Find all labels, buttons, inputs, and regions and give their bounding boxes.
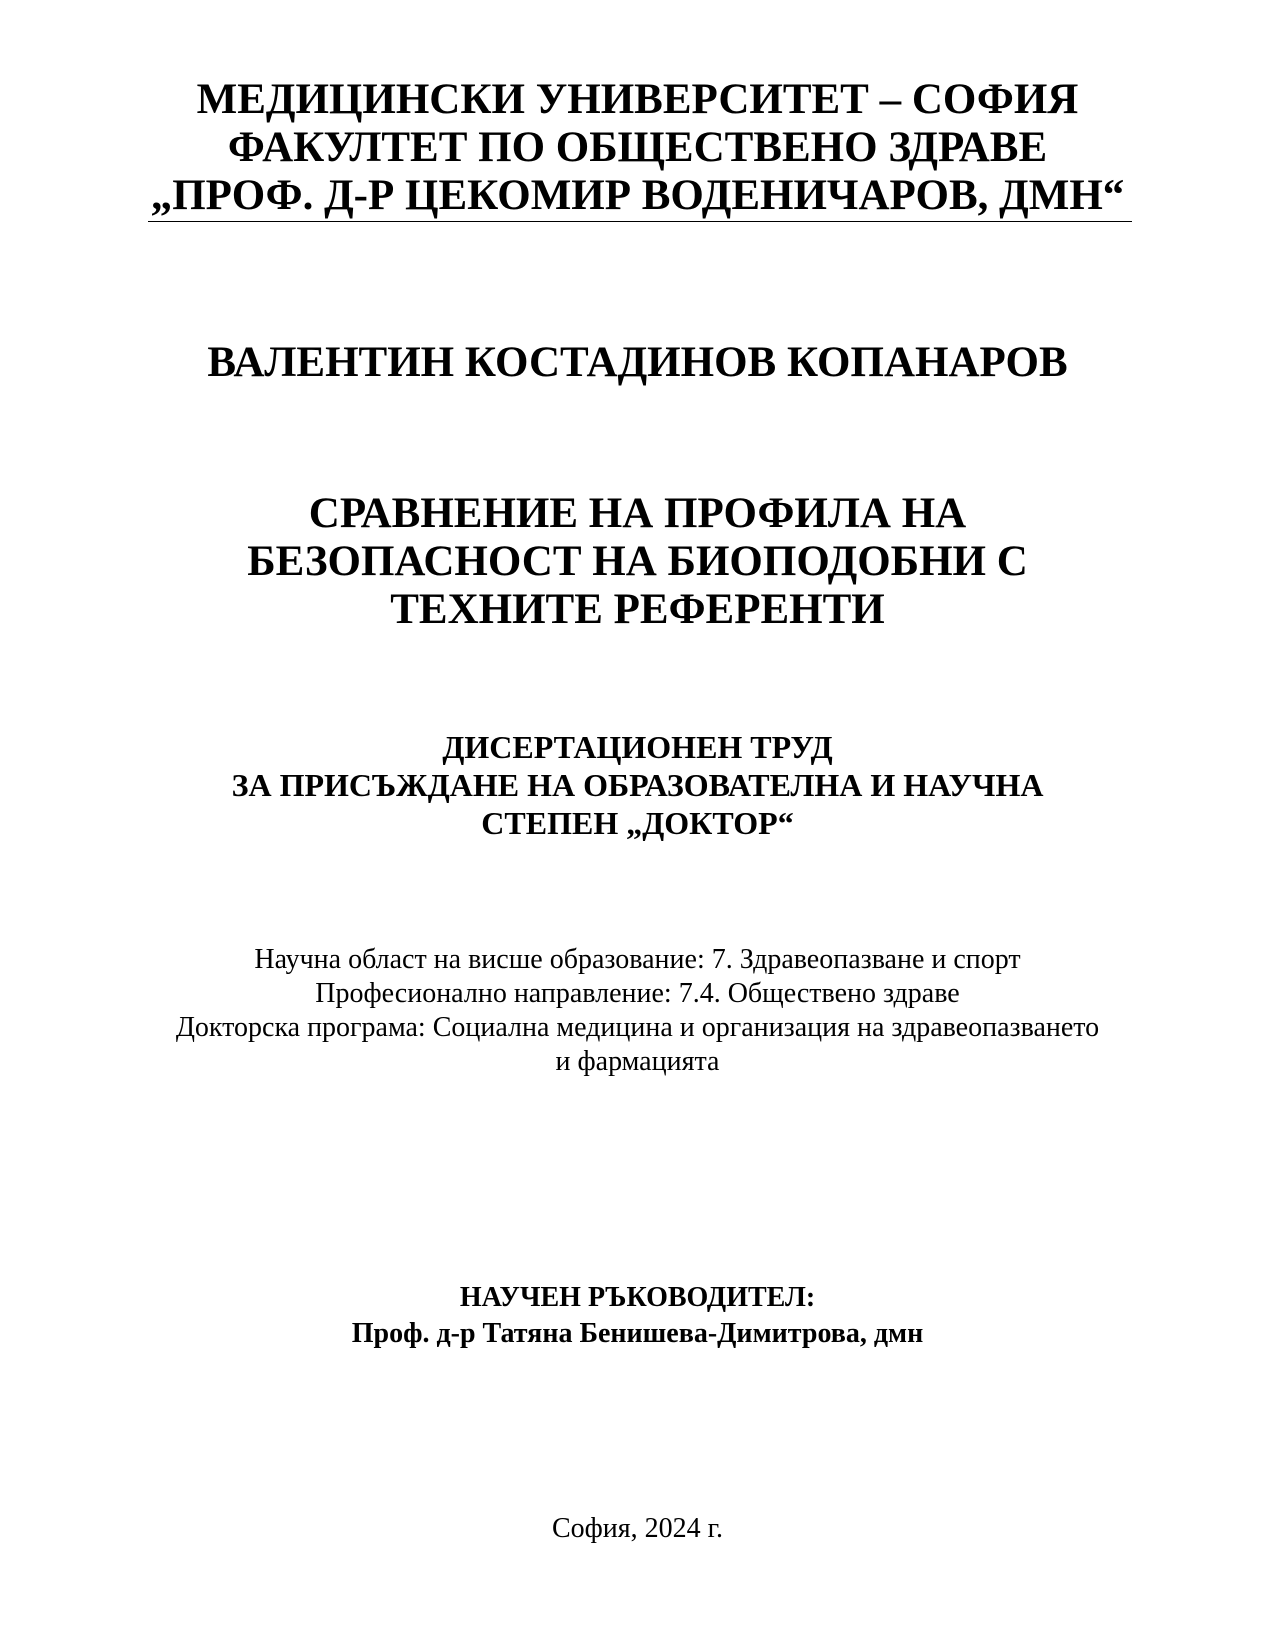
author-name: ВАЛЕНТИН КОСТАДИНОВ КОПАНАРОВ (207, 339, 1068, 386)
title-line-2: БЕЗОПАСНОСТ НА БИОПОДОБНИ С (247, 538, 1028, 585)
info-scientific-area: Научна област на висше образование: 7. Здравеопазване и спорт (254, 944, 1021, 975)
supervisor-name: Проф. д-р Татяна Бенишева-Димитрова, дмн (351, 1318, 924, 1349)
title-line-3: ТЕХНИТЕ РЕФЕРЕНТИ (390, 586, 885, 633)
header-line-university: МЕДИЦИНСКИ УНИВЕРСИТЕТ – СОФИЯ (196, 76, 1079, 123)
dissertation-line-3: СТЕПЕН „ДОКТОР“ (481, 805, 794, 841)
info-doctoral-program-cont: и фармацията (555, 1046, 720, 1077)
supervisor-label: НАУЧЕН РЪКОВОДИТЕЛ: (459, 1282, 816, 1313)
place-date-block (0, 1512, 1275, 1546)
header-divider (148, 221, 1132, 222)
program-info (0, 943, 1275, 1079)
supervisor-block (0, 1280, 1275, 1352)
university-header (0, 76, 1275, 220)
header-line-faculty: ФАКУЛТЕТ ПО ОБЩЕСТВЕНО ЗДРАВЕ (227, 124, 1048, 171)
author-block (0, 338, 1275, 388)
dissertation-statement (0, 728, 1275, 842)
place-date: София, 2024 г. (551, 1513, 723, 1544)
thesis-title (0, 490, 1275, 634)
dissertation-line-2: ЗА ПРИСЪЖДАНЕ НА ОБРАЗОВАТЕЛНА И НАУЧНА (231, 767, 1044, 803)
title-line-1: СРАВНЕНИЕ НА ПРОФИЛА НА (308, 490, 967, 537)
info-professional-field: Професионално направление: 7.4. Обществено здраве (315, 978, 960, 1009)
info-doctoral-program: Докторска програма: Социална медицина и организация на здравеопазването (175, 1012, 1100, 1043)
dissertation-line-1: ДИСЕРТАЦИОНЕН ТРУД (442, 729, 833, 765)
header-line-faculty-name: „ПРОФ. Д-Р ЦЕКОМИР ВОДЕНИЧАРОВ, ДМН“ (150, 172, 1125, 219)
